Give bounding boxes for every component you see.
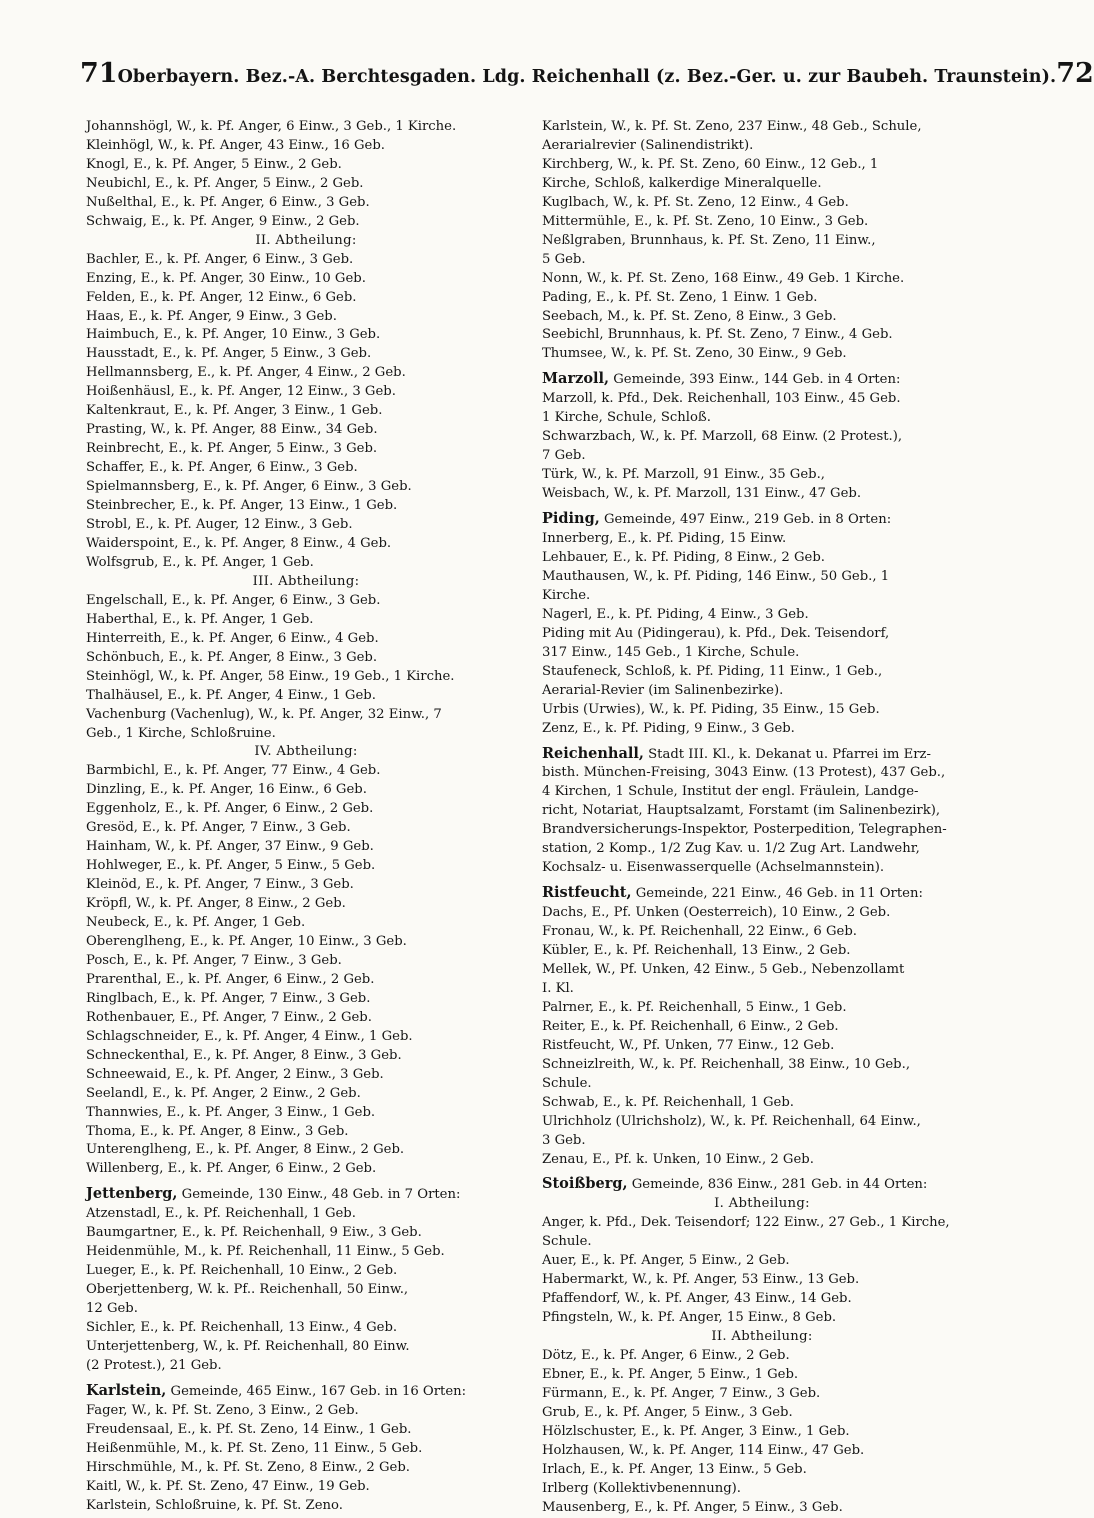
place-entry: Irlberg (Kollektivbenennung). <box>542 1480 741 1496</box>
entry-continuation: Kochsalz- u. Eisenwasserquelle (Achselmannstein). <box>542 860 885 876</box>
place-entry: Felden, E., k. Pf. Anger, 12 Einw., 6 Geb. <box>86 289 357 305</box>
entry-continuation: 12 Geb. <box>86 1301 138 1317</box>
gemeinde-summary: Gemeinde, 497 Einw., 219 Geb. in 8 Orten: <box>604 512 892 528</box>
place-entry: Sichler, E., k. Pf. Reichenhall, 13 Einw., 4 Geb. <box>86 1320 398 1336</box>
place-entry: Schönbuch, E., k. Pf. Anger, 8 Einw., 3 Geb. <box>86 649 378 665</box>
place-entry: Fürmann, E., k. Pf. Anger, 7 Einw., 3 Geb. <box>542 1385 821 1401</box>
place-entry: Karlstein, Schloßruine, k. Pf. St. Zeno. <box>86 1497 343 1513</box>
entry-continuation: 5 Geb. <box>542 251 586 267</box>
place-entry: Kröpfl, W., k. Pf. Anger, 8 Einw., 2 Geb. <box>86 896 346 912</box>
place-entry: Freudensaal, E., k. Pf. St. Zeno, 14 Einw., 1 Geb. <box>86 1421 412 1437</box>
gemeinde-summary: Gemeinde, 221 Einw., 46 Geb. in 11 Orten: <box>635 886 923 902</box>
place-entry: Heißenmühle, M., k. Pf. St. Zeno, 11 Einw., 5 Geb. <box>86 1440 423 1456</box>
place-entry: Prasting, W., k. Pf. Anger, 88 Einw., 34 Geb. <box>86 422 378 438</box>
place-entry: Steinbrecher, E., k. Pf. Anger, 13 Einw., 1 Geb. <box>86 498 398 514</box>
place-entry: Seelandl, E., k. Pf. Anger, 2 Einw., 2 Geb. <box>86 1085 361 1101</box>
gemeinde-name: Piding, <box>542 510 600 528</box>
right-column <box>542 118 982 1518</box>
place-entry: Türk, W., k. Pf. Marzoll, 91 Einw., 35 Geb., <box>542 467 825 483</box>
left-column <box>86 118 526 1516</box>
place-entry: Holzhausen, W., k. Pf. Anger, 114 Einw., 47 Geb. <box>542 1442 865 1458</box>
place-entry: Oberjettenberg, W. k. Pf.. Reichenhall, 50 Einw., <box>86 1282 409 1298</box>
entry-continuation: Brandversicherungs-Inspektor, Posterpedition, Telegraphen- <box>542 822 947 838</box>
entry-continuation: bisth. München-Freising, 3043 Einw. (13 Protest), 437 Geb., <box>542 765 946 781</box>
page-header <box>80 58 1094 98</box>
place-entry: Kleinhögl, W., k. Pf. Anger, 43 Einw., 16 Geb. <box>86 137 385 153</box>
place-entry: Pfingsteln, W., k. Pf. Anger, 15 Einw., 8 Geb. <box>542 1310 837 1326</box>
place-entry: Piding mit Au (Pidingerau), k. Pfd., Dek. Teisendorf, <box>542 625 890 641</box>
place-entry: Hausstadt, E., k. Pf. Anger, 5 Einw., 3 Geb. <box>86 346 372 362</box>
place-entry: Schneewaid, E., k. Pf. Anger, 2 Einw., 3 Geb. <box>86 1066 384 1082</box>
entry-continuation: Geb., 1 Kirche, Schloßruine. <box>86 725 276 741</box>
place-entry: Grub, E., k. Pf. Anger, 5 Einw., 3 Geb. <box>542 1404 793 1420</box>
place-entry: Johannshögl, W., k. Pf. Anger, 6 Einw., 3 Geb., 1 Kirche. <box>86 119 457 134</box>
place-entry: Pading, E., k. Pf. St. Zeno, 1 Einw. 1 Geb. <box>542 289 818 305</box>
section-heading: III. Abtheilung: <box>252 573 360 589</box>
place-entry: Spielmannsberg, E., k. Pf. Anger, 6 Einw., 3 Geb. <box>86 479 412 495</box>
page-header-title: Oberbayern. Bez.-A. Berchtesgaden. Ldg. Reichenhall (z. Bez.-Ger. u. zur Baubeh. Traunstein). <box>117 67 1057 87</box>
entry-continuation: 317 Einw., 145 Geb., 1 Kirche, Schule. <box>542 644 800 660</box>
place-entry: Posch, E., k. Pf. Anger, 7 Einw., 3 Geb. <box>86 952 342 968</box>
entry-continuation: (2 Protest.), 21 Geb. <box>86 1357 222 1373</box>
place-entry: Schaffer, E., k. Pf. Anger, 6 Einw., 3 Geb. <box>86 460 358 476</box>
place-entry: Engelschall, E., k. Pf. Anger, 6 Einw., 3 Geb. <box>86 592 381 608</box>
gemeinde-summary: Gemeinde, 465 Einw., 167 Geb. in 16 Orten: <box>170 1383 467 1399</box>
place-entry: Palrner, E., k. Pf. Reichenhall, 5 Einw., 1 Geb. <box>542 999 847 1015</box>
place-entry: Zenau, E., Pf. k. Unken, 10 Einw., 2 Geb. <box>542 1151 814 1167</box>
gemeinde-summary: Stadt III. Kl., k. Dekanat u. Pfarrei im Erz- <box>648 746 931 762</box>
place-entry: Mittermühle, E., k. Pf. St. Zeno, 10 Einw., 3 Geb. <box>542 213 869 229</box>
place-entry: Dinzling, E., k. Pf. Anger, 16 Einw., 6 Geb. <box>86 782 367 798</box>
place-entry: Neubeck, E., k. Pf. Anger, 1 Geb. <box>86 915 306 931</box>
place-entry: Innerberg, E., k. Pf. Piding, 15 Einw. <box>542 531 787 547</box>
place-entry: Baumgartner, E., k. Pf. Reichenhall, 9 Eiw., 3 Geb. <box>86 1225 422 1241</box>
place-entry: Oberenglheng, E., k. Pf. Anger, 10 Einw., 3 Geb. <box>86 933 407 949</box>
gemeinde-heading <box>86 1185 526 1205</box>
place-entry: Ulrichholz (Ulrichsholz), W., k. Pf. Reichenhall, 64 Einw., <box>542 1113 921 1129</box>
section-heading: IV. Abtheilung: <box>254 744 358 760</box>
place-entry: Marzoll, k. Pfd., Dek. Reichenhall, 103 Einw., 45 Geb. <box>542 391 901 407</box>
entry-continuation: station, 2 Komp., 1/2 Zug Kav. u. 1/2 Zug Art. Landwehr, <box>542 841 920 857</box>
place-entry: Pfaffendorf, W., k. Pf. Anger, 43 Einw., 14 Geb. <box>542 1291 852 1307</box>
place-entry: Enzing, E., k. Pf. Anger, 30 Einw., 10 Geb. <box>86 270 366 286</box>
place-entry: Urbis (Urwies), W., k. Pf. Piding, 35 Einw., 15 Geb. <box>542 701 880 717</box>
place-entry: Strobl, E., k. Pf. Auger, 12 Einw., 3 Geb. <box>86 517 353 533</box>
entry-continuation: Kirche. <box>542 587 591 603</box>
gemeinde-name: Reichenhall, <box>542 744 644 762</box>
place-entry: Nußelthal, E., k. Pf. Anger, 6 Einw., 3 Geb. <box>86 194 370 210</box>
place-entry: Ebner, E., k. Pf. Anger, 5 Einw., 1 Geb. <box>542 1367 799 1382</box>
place-entry: Prarenthal, E., k. Pf. Anger, 6 Einw., 2 Geb. <box>86 971 375 987</box>
section-heading: I. Abtheilung: <box>714 1196 810 1212</box>
place-entry: Reinbrecht, E., k. Pf. Anger, 5 Einw., 3 Geb. <box>86 441 378 457</box>
place-entry: Willenberg, E., k. Pf. Anger, 6 Einw., 2 Geb. <box>86 1161 377 1177</box>
place-entry: Eggenholz, E., k. Pf. Anger, 6 Einw., 2 Geb. <box>86 801 374 817</box>
place-entry: Nagerl, E., k. Pf. Piding, 4 Einw., 3 Geb. <box>542 606 809 622</box>
place-entry: Schneizlreith, W., k. Pf. Reichenhall, 38 Einw., 10 Geb., <box>542 1056 911 1072</box>
place-entry: Knogl, E., k. Pf. Anger, 5 Einw., 2 Geb. <box>86 156 342 172</box>
place-entry: Vachenburg (Vachenlug), W., k. Pf. Anger, 32 Einw., 7 <box>86 706 442 722</box>
place-entry: Thalhäusel, E., k. Pf. Anger, 4 Einw., 1 Geb. <box>86 687 376 703</box>
place-entry: Lueger, E., k. Pf. Reichenhall, 10 Einw., 2 Geb. <box>86 1263 398 1279</box>
place-entry: Hoißenhäusl, E., k. Pf. Anger, 12 Einw., 3 Geb. <box>86 384 396 400</box>
place-entry: Unterjettenberg, W., k. Pf. Reichenhall, 80 Einw. <box>86 1339 410 1354</box>
place-entry: Nonn, W., k. Pf. St. Zeno, 168 Einw., 49 Geb. 1 Kirche. <box>542 270 905 286</box>
gemeinde-name: Stoißberg, <box>542 1175 628 1193</box>
place-entry: Haimbuch, E., k. Pf. Anger, 10 Einw., 3 Geb. <box>86 327 381 343</box>
place-entry: Kuglbach, W., k. Pf. St. Zeno, 12 Einw., 4 Geb. <box>542 194 849 210</box>
gemeinde-summary: Gemeinde, 130 Einw., 48 Geb. in 7 Orten: <box>181 1187 461 1203</box>
gemeinde-name: Karlstein, <box>86 1381 167 1399</box>
place-entry: Atzenstadl, E., k. Pf. Reichenhall, 1 Geb. <box>86 1206 356 1222</box>
place-entry: Kaltenkraut, E., k. Pf. Anger, 3 Einw., 1 Geb. <box>86 403 383 419</box>
place-entry: Habermarkt, W., k. Pf. Anger, 53 Einw., 13 Geb. <box>542 1272 860 1288</box>
gemeinde-name: Ristfeucht, <box>542 884 632 902</box>
gemeinde-name: Jettenberg, <box>86 1185 178 1203</box>
page-number-right: 72 <box>1056 58 1094 89</box>
place-entry: Rothenbauer, E., Pf. Anger, 7 Einw., 2 Geb. <box>86 1009 372 1025</box>
place-entry: Wolfsgrub, E., k. Pf. Anger, 1 Geb. <box>86 554 314 570</box>
place-entry: Hohlweger, E., k. Pf. Anger, 5 Einw., 5 Geb. <box>86 858 376 874</box>
gemeinde-heading <box>542 745 982 765</box>
section-heading: II. Abtheilung: <box>255 232 357 248</box>
place-entry: Hölzlschuster, E., k. Pf. Anger, 3 Einw., 1 Geb. <box>542 1423 850 1439</box>
place-entry: Kirchberg, W., k. Pf. St. Zeno, 60 Einw., 12 Geb., 1 <box>542 156 879 172</box>
gemeinde-name: Marzoll, <box>542 370 610 388</box>
place-entry: Steinhögl, W., k. Pf. Anger, 58 Einw., 19 Geb., 1 Kirche. <box>86 668 455 684</box>
gemeinde-heading <box>86 1382 526 1402</box>
place-entry: Haberthal, E., k. Pf. Anger, 1 Geb. <box>86 611 314 627</box>
place-entry: Seebach, M., k. Pf. St. Zeno, 8 Einw., 3 Geb. <box>542 308 837 324</box>
gemeinde-heading <box>542 370 982 390</box>
place-entry: Staufeneck, Schloß, k. Pf. Piding, 11 Einw., 1 Geb., <box>542 663 883 679</box>
entry-continuation: Aerarial-Revier (im Salinenbezirke). <box>542 682 784 698</box>
place-entry: Hinterreith, E., k. Pf. Anger, 6 Einw., 4 Geb. <box>86 630 379 646</box>
place-entry: Seebichl, Brunnhaus, k. Pf. St. Zeno, 7 Einw., 4 Geb. <box>542 327 893 343</box>
place-entry: Unterenglheng, E., k. Pf. Anger, 8 Einw., 2 Geb. <box>86 1142 405 1158</box>
place-entry: Thoma, E., k. Pf. Anger, 8 Einw., 3 Geb. <box>86 1123 349 1139</box>
place-entry: Anger, k. Pfd., Dek. Teisendorf; 122 Einw., 27 Geb., 1 Kirche, <box>542 1215 950 1231</box>
place-entry: Fager, W., k. Pf. St. Zeno, 3 Einw., 2 Geb. <box>86 1402 359 1418</box>
place-entry: Auer, E., k. Pf. Anger, 5 Einw., 2 Geb. <box>542 1253 790 1269</box>
place-entry: Schlagschneider, E., k. Pf. Anger, 4 Einw., 1 Geb. <box>86 1028 413 1044</box>
place-entry: Kleinöd, E., k. Pf. Anger, 7 Einw., 3 Geb. <box>86 877 354 893</box>
entry-continuation: I. Kl. <box>542 980 574 996</box>
place-entry: Waiderspoint, E., k. Pf. Anger, 8 Einw., 4 Geb. <box>86 535 392 551</box>
gemeinde-summary: Gemeinde, 393 Einw., 144 Geb. in 4 Orten: <box>613 372 901 388</box>
place-entry: Schwarzbach, W., k. Pf. Marzoll, 68 Einw. (2 Protest.), <box>542 429 903 445</box>
place-entry: Mausenberg, E., k. Pf. Anger, 5 Einw., 3 Geb. <box>542 1499 843 1515</box>
entry-continuation: Aerarialrevier (Salinendistrikt). <box>542 137 754 153</box>
place-entry: Schwab, E., k. Pf. Reichenhall, 1 Geb. <box>542 1094 794 1110</box>
place-entry: Karlstein, W., k. Pf. St. Zeno, 237 Einw., 48 Geb., Schule, <box>542 119 922 134</box>
place-entry: Neubichl, E., k. Pf. Anger, 5 Einw., 2 Geb. <box>86 175 364 191</box>
entry-continuation: Kirche, Schloß, kalkerdige Mineralquelle. <box>542 175 822 191</box>
place-entry: Fronau, W., k. Pf. Reichenhall, 22 Einw., 6 Geb. <box>542 924 857 940</box>
entry-continuation: 3 Geb. <box>542 1132 586 1148</box>
place-entry: Hellmannsberg, E., k. Pf. Anger, 4 Einw., 2 Geb. <box>86 365 406 381</box>
place-entry: Neßlgraben, Brunnhaus, k. Pf. St. Zeno, 11 Einw., <box>542 232 876 248</box>
entry-continuation: 4 Kirchen, 1 Schule, Institut der engl. Fräulein, Landge- <box>542 784 919 800</box>
entry-continuation: 1 Kirche, Schule, Schloß. <box>542 410 711 426</box>
place-entry: Kaitl, W., k. Pf. St. Zeno, 47 Einw., 19 Geb. <box>86 1478 370 1494</box>
place-entry: Haas, E., k. Pf. Anger, 9 Einw., 3 Geb. <box>86 308 337 324</box>
entry-continuation: Schule. <box>542 1234 592 1250</box>
place-entry: Dachs, E., Pf. Unken (Oesterreich), 10 Einw., 2 Geb. <box>542 905 891 921</box>
place-entry: Ringlbach, E., k. Pf. Anger, 7 Einw., 3 Geb. <box>86 990 371 1006</box>
place-entry: Ristfeucht, W., Pf. Unken, 77 Einw., 12 Geb. <box>542 1037 835 1053</box>
entry-continuation: richt, Notariat, Hauptsalzamt, Forstamt (im Salinenbezirk), <box>542 803 941 819</box>
gemeinde-summary: Gemeinde, 836 Einw., 281 Geb. in 44 Orten: <box>631 1177 928 1193</box>
gemeinde-heading <box>542 510 982 530</box>
place-entry: Thumsee, W., k. Pf. St. Zeno, 30 Einw., 9 Geb. <box>542 346 847 362</box>
place-entry: Lehbauer, E., k. Pf. Piding, 8 Einw., 2 Geb. <box>542 549 825 565</box>
gemeinde-heading <box>542 1175 982 1195</box>
gemeinde-heading <box>542 884 982 904</box>
place-entry: Zenz, E., k. Pf. Piding, 9 Einw., 3 Geb. <box>542 720 795 736</box>
entry-continuation: 7 Geb. <box>542 448 586 464</box>
entry-continuation: Schule. <box>542 1075 592 1091</box>
place-entry: Heidenmühle, M., k. Pf. Reichenhall, 11 Einw., 5 Geb. <box>86 1244 445 1260</box>
place-entry: Barmbichl, E., k. Pf. Anger, 77 Einw., 4 Geb. <box>86 763 381 779</box>
place-entry: Irlach, E., k. Pf. Anger, 13 Einw., 5 Geb. <box>542 1461 807 1477</box>
place-entry: Weisbach, W., k. Pf. Marzoll, 131 Einw., 47 Geb. <box>542 486 862 502</box>
place-entry: Gresöd, E., k. Pf. Anger, 7 Einw., 3 Geb. <box>86 820 351 836</box>
place-entry: Reiter, E., k. Pf. Reichenhall, 6 Einw., 2 Geb. <box>542 1018 839 1034</box>
place-entry: Bachler, E., k. Pf. Anger, 6 Einw., 3 Geb. <box>86 251 354 267</box>
place-entry: Schneckenthal, E., k. Pf. Anger, 8 Einw., 3 Geb. <box>86 1047 402 1063</box>
place-entry: Mellek, W., Pf. Unken, 42 Einw., 5 Geb., Nebenzollamt <box>542 961 905 977</box>
place-entry: Schwaig, E., k. Pf. Anger, 9 Einw., 2 Geb. <box>86 213 360 229</box>
place-entry: Kübler, E., k. Pf. Reichenhall, 13 Einw., 2 Geb. <box>542 943 851 959</box>
section-heading: II. Abtheilung: <box>711 1329 813 1345</box>
place-entry: Dötz, E., k. Pf. Anger, 6 Einw., 2 Geb. <box>542 1348 790 1364</box>
page-number-left: 71 <box>80 58 118 89</box>
place-entry: Thannwies, E., k. Pf. Anger, 3 Einw., 1 Geb. <box>86 1104 376 1120</box>
place-entry: Mauthausen, W., k. Pf. Piding, 146 Einw., 50 Geb., 1 <box>542 568 890 584</box>
place-entry: Hirschmühle, M., k. Pf. St. Zeno, 8 Einw., 2 Geb. <box>86 1459 410 1475</box>
place-entry: Hainham, W., k. Pf. Anger, 37 Einw., 9 Geb. <box>86 839 374 855</box>
